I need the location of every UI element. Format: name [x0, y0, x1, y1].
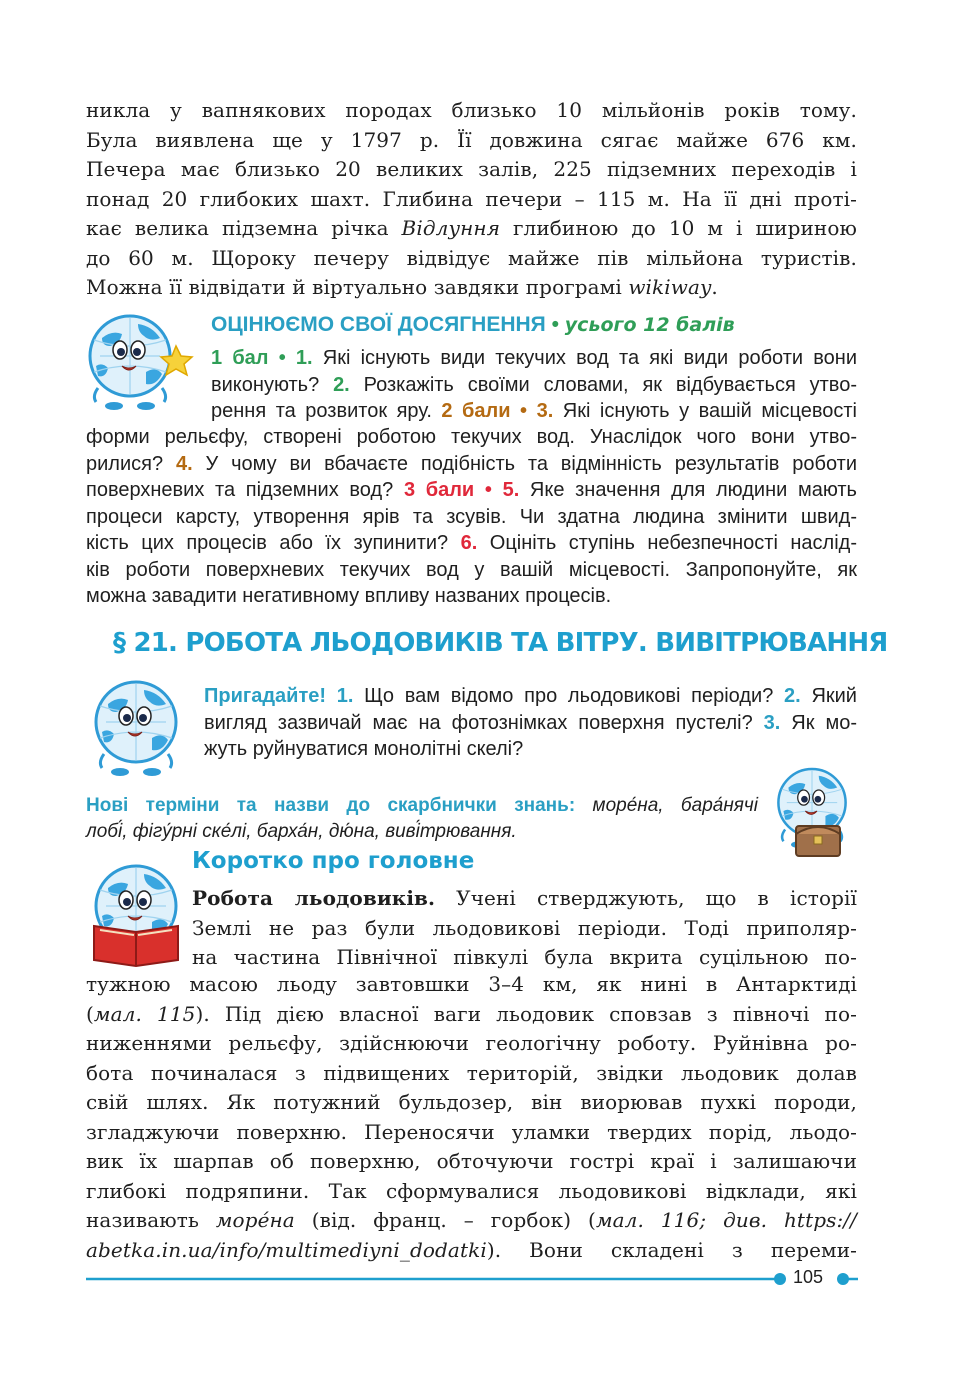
text-line: Була виявлена ще у 1797 р. Її довжина сягає майже 676 км. — [86, 127, 857, 152]
summary-title: Коротко про головне — [192, 848, 475, 874]
text-line — [211, 372, 857, 399]
question-2-end: рення та розвиток яру. — [211, 400, 432, 422]
question-2-number: 2. — [319, 373, 350, 396]
text-line: никла у вапнякових породах близько 10 мільйонів років тому. — [86, 98, 857, 122]
assessment-title — [211, 313, 735, 337]
text-run: ( — [86, 1001, 94, 1026]
text-run: . — [711, 275, 718, 299]
text-line: ниженнями рельєфу, здійснюючи геологічну роботу. Руйнівна ро- — [86, 1031, 857, 1055]
question-6-number: 6. — [448, 532, 478, 554]
text-line — [86, 214, 857, 244]
question-2: Розкажіть своїми словами, як відбувається утво- — [349, 373, 857, 396]
text-line — [86, 477, 857, 504]
text-line: згладжуючи поверхню. Переносячи уламки твердих порід, льодо- — [86, 1119, 857, 1144]
text-line — [86, 1236, 857, 1266]
globe-mascot-star-icon — [78, 306, 196, 418]
text-line: Землі не раз були льодовикові періоди. Тоді приполяр- — [192, 915, 857, 940]
footer-rule — [86, 1268, 858, 1290]
points-3: 3 бали • 5. — [393, 479, 520, 501]
text-line: ків роботи поверхневих текучих вод у вашій місцевості. Запропонуйте, як — [86, 558, 857, 581]
recall-question-1: Що вам відомо про льодовикові періоди? — [353, 685, 774, 707]
points-1: 1 бал • 1. — [211, 347, 313, 369]
recall-question-2-end: вигляд зазвичай має на фотознімках поверхня пустелі? — [204, 711, 753, 734]
text-line — [192, 884, 857, 914]
text-line: понад 20 глибоких шахт. Глибина печери – 115 м. На її дні проті- — [86, 186, 857, 211]
recall-question-3: Як мо- — [780, 711, 857, 734]
summary-paragraph-top — [192, 884, 857, 973]
text-line: на частина Північної півкулі була вкрита суцільною по- — [192, 945, 857, 969]
text-line — [86, 273, 857, 303]
bullet: • — [545, 313, 565, 336]
text-line: глибокі подряпини. Так сформувалися льодовикові відклади, які — [86, 1178, 857, 1203]
recall-question-2: Який — [800, 685, 857, 707]
term-morena: море́на — [215, 1208, 295, 1232]
text-line: тужною масою льоду завтовшки 3–4 км, як нині в Антарктиді — [86, 972, 857, 996]
text-line: можна завадити негативному впливу названих процесів. — [86, 585, 612, 607]
text-line — [86, 451, 857, 478]
assessment-questions-top — [211, 345, 857, 425]
text-line — [86, 793, 758, 819]
text-line: процеси карсту, утворення ярів та зсувів. Чи здатна людина змінити швид- — [86, 505, 857, 528]
question-4-number: 4. — [163, 452, 193, 475]
recall-label: Пригадайте! 1. — [204, 685, 354, 707]
globe-mascot-book-icon — [80, 860, 192, 970]
text-line: жуть руйнуватися монолітні скелі? — [204, 738, 524, 760]
text-run: ). Під дією власної ваги льодовик сповзав з півночі по- — [195, 1001, 857, 1026]
section-title: § 21. РОБОТА ЛЬОДОВИКІВ ТА ВІТРУ. ВИВІТРЮВАННЯ — [113, 628, 888, 658]
text-run: Учені стверджують, що в історії — [435, 886, 857, 910]
recall-number-2: 2. — [773, 685, 801, 707]
figure-ref: мал. 116; див. https:// — [595, 1208, 857, 1232]
text-line: форми рельєфу, створені роботою текучих вод. Унаслідок чого вони утво- — [86, 426, 857, 448]
text-line — [211, 398, 857, 425]
text-line: свій шлях. Як потужний бульдозер, він виорював пухкі породи, — [86, 1090, 857, 1114]
text-line: вик їх шарпав об поверхню, обточуючи гострі краї і залишаючи — [86, 1149, 857, 1173]
globe-mascot-icon — [80, 674, 192, 780]
text-line — [86, 530, 857, 557]
multimedia-link[interactable]: abetka.in.ua/info/multimediyni_dodatki — [86, 1237, 487, 1262]
question-6: Оцініть ступінь небезпечності наслід- — [477, 532, 857, 554]
question-5-end: кість цих процесів або їх зупинити? — [86, 532, 449, 554]
terms-label: Нові терміни та назви до скарбнички знань: — [86, 795, 576, 816]
terms-list: море́на, бара́нячі — [575, 795, 758, 816]
globe-mascot-chest-icon — [768, 764, 860, 864]
question-1-end: виконують? — [211, 373, 320, 396]
text-line — [86, 1206, 857, 1236]
intro-paragraph — [86, 96, 857, 303]
recall-questions — [204, 683, 857, 763]
points-2: 2 бали • 3. — [431, 400, 554, 422]
question-4-end: поверхневих та підземних вод? — [86, 479, 394, 501]
assessment-questions-bottom — [86, 424, 857, 610]
river-name: Відлуння — [401, 216, 501, 240]
assessment-heading: ОЦІНЮЄМО СВОЇ ДОСЯГНЕННЯ — [211, 313, 546, 336]
recall-number-3: 3. — [752, 711, 781, 734]
paragraph-lead: Робота льодовиків. — [192, 886, 436, 910]
text-run: кає велика підземна річка — [86, 216, 402, 240]
text-run: Можна її відвідати й віртуально завдяки програмі — [86, 275, 629, 299]
text-run: ). Вони складені з переми- — [486, 1237, 857, 1262]
text-line — [204, 683, 857, 710]
question-3-end: рилися? — [86, 452, 164, 475]
text-line: Печера має близько 20 великих залів, 225 підземних переходів і — [86, 157, 857, 181]
text-line — [211, 345, 857, 372]
page-number: 105 — [793, 1267, 824, 1287]
text-run: називають — [86, 1208, 216, 1232]
assessment-total: усього 12 балів — [564, 314, 735, 336]
program-name: wikiway — [628, 275, 712, 299]
text-line — [204, 710, 857, 737]
text-run: (від. франц. – горбок) ( — [294, 1208, 596, 1232]
text-line: бота починалася з підвищених територій, звідки льодовик долав — [86, 1060, 857, 1085]
summary-paragraph-bottom — [86, 970, 857, 1265]
question-5: Яке значення для людини мають — [519, 479, 857, 501]
text-line: до 60 м. Щороку печеру відвідує майже пів мільйона туристів. — [86, 245, 857, 270]
text-line — [86, 1000, 857, 1030]
question-3: Які існують у вашій місцевості — [553, 400, 857, 422]
text-run: глибиною до 10 м і шириною — [500, 216, 857, 240]
question-4: У чому ви вбачаєте подібність та відмінність результатів роботи — [192, 452, 857, 475]
question-1: Які існують види текучих вод та які види роботи вони — [312, 347, 857, 369]
new-terms — [86, 793, 758, 845]
terms-list-end: лобі́, фігу́рні ске́лі, барха́н, дю́на, виві́трювання. — [86, 821, 517, 842]
figure-ref: мал. 115 — [93, 1001, 196, 1026]
